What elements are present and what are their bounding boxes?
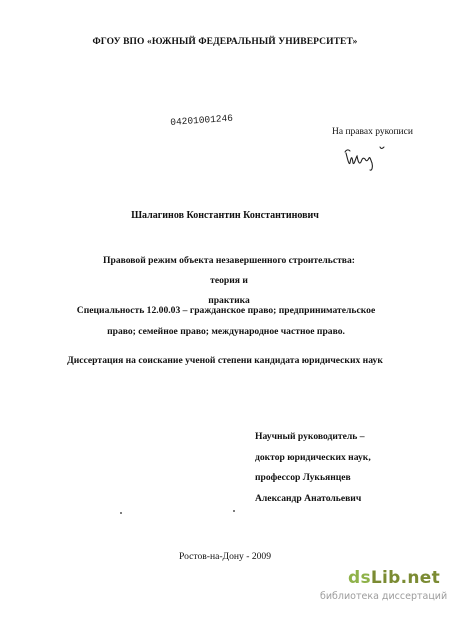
scan-speck xyxy=(120,512,122,514)
dslib-logo-left: ds xyxy=(348,568,371,588)
dslib-logo xyxy=(348,568,440,588)
scan-speck xyxy=(233,510,235,512)
title-line-1: Правовой режим объекта незавершенного строительства: теория и xyxy=(103,255,355,286)
university-header: ФГОУ ВПО «ЮЖНЫЙ ФЕДЕРАЛЬНЫЙ УНИВЕРСИТЕТ» xyxy=(92,37,358,47)
supervisor-line-3: профессор Лукьянцев xyxy=(255,472,351,483)
specialty-line-1: Специальность 12.00.03 – гражданское право; предпринимательское xyxy=(76,305,376,316)
dslib-logo-right: Lib.net xyxy=(370,568,441,588)
dslib-subtitle: библиотека диссертаций xyxy=(320,591,448,602)
rights-note: На правах рукописи xyxy=(332,127,413,137)
supervisor-block xyxy=(255,427,371,509)
degree-statement: Диссертация на соискание ученой степени кандидата юридических наук xyxy=(67,355,383,366)
dslib-watermark xyxy=(320,568,448,614)
supervisor-line-2: доктор юридических наук, xyxy=(255,451,371,463)
supervisor-line-1: Научный руководитель – xyxy=(255,431,365,442)
specialty-line-2: право; семейное право; международное частное право. xyxy=(107,326,345,337)
registration-number-stamp: 04201001246 xyxy=(170,112,234,128)
city-and-year: Ростов-на-Дону - 2009 xyxy=(178,551,272,562)
title-line-2: практика xyxy=(208,295,250,306)
author-name: Шалагинов Константин Константинович xyxy=(131,210,319,221)
supervisor-line-4: Александр Анатольевич xyxy=(255,492,362,504)
handwritten-signature xyxy=(340,143,400,173)
specialty xyxy=(64,300,388,342)
